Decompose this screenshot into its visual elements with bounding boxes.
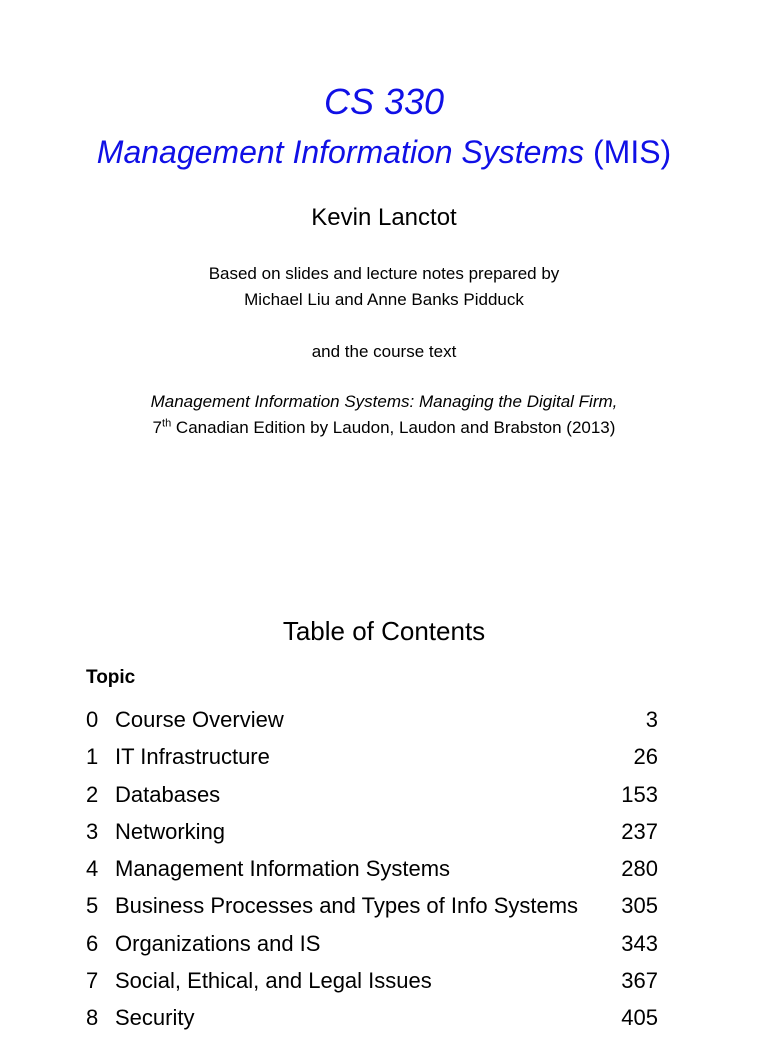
credit-line-3: and the course text <box>311 342 457 361</box>
toc-page-number: 26 <box>633 744 658 770</box>
toc-page-number: 237 <box>621 818 658 844</box>
credit-line-1: Based on slides and lecture notes prepared by <box>208 264 560 283</box>
course-text-title: Management Information Systems: Managing the Digital Firm, <box>150 392 618 411</box>
toc-topic: Business Processes and Types of Info Systems <box>115 893 579 919</box>
toc-topic: IT Infrastructure <box>115 744 270 770</box>
edition-rest: Canadian Edition by Laudon, Laudon and Brabston (2013) <box>171 418 616 437</box>
edition-suffix: th <box>162 417 172 430</box>
toc-topic: Course Overview <box>115 707 284 732</box>
toc-number: 5 <box>86 893 99 919</box>
toc-topic: Management Information Systems <box>115 856 451 882</box>
toc-topic: Organizations and IS <box>115 930 321 956</box>
toc-page-number: 280 <box>621 856 658 882</box>
toc-number: 1 <box>86 744 99 770</box>
author-name: Kevin Lanctot <box>311 204 457 231</box>
toc-row <box>86 701 658 738</box>
toc-row <box>86 999 658 1036</box>
toc-topic: Security <box>115 1005 195 1031</box>
toc-row <box>86 776 658 813</box>
toc-number: 7 <box>86 968 99 994</box>
toc-column-header: Topic <box>86 667 136 688</box>
course-title <box>0 131 768 173</box>
course-title-abbrev: (MIS) <box>593 134 672 170</box>
toc-page-number: 367 <box>621 968 658 994</box>
credit-line-2: Michael Liu and Anne Banks Pidduck <box>244 290 524 309</box>
toc-row <box>86 962 658 999</box>
toc-row <box>86 813 658 850</box>
toc-number: 2 <box>86 781 99 807</box>
toc-row <box>86 925 658 962</box>
toc-page-number: 3 <box>645 707 658 732</box>
toc-number: 0 <box>86 707 99 732</box>
toc-number: 6 <box>86 930 99 956</box>
toc-topic: Databases <box>115 781 221 807</box>
toc-page-number: 153 <box>621 781 658 807</box>
toc-number: 8 <box>86 1005 99 1031</box>
course-code: CS 330 <box>323 81 445 122</box>
toc-row <box>86 887 658 924</box>
toc-row <box>86 738 658 775</box>
edition-number: 7 <box>152 418 163 437</box>
course-title-name: Management Information Systems <box>96 134 585 170</box>
toc-title: Table of Contents <box>282 616 486 646</box>
toc-number: 4 <box>86 856 99 882</box>
toc-topic: Networking <box>115 818 226 844</box>
toc-page-number: 305 <box>621 893 658 919</box>
course-text-edition <box>0 416 768 440</box>
toc-row <box>86 850 658 887</box>
toc-page-number: 343 <box>621 930 658 956</box>
toc-number: 3 <box>86 818 99 844</box>
toc-list <box>86 701 658 1037</box>
toc-topic: Social, Ethical, and Legal Issues <box>115 968 432 994</box>
toc-page-number: 405 <box>621 1005 658 1031</box>
